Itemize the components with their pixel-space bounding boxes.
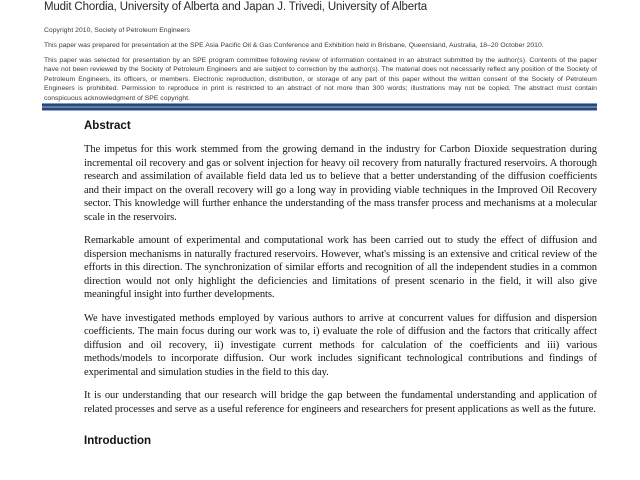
abstract-paragraph-4: It is our understanding that our research will bridge the gap between the fundamental understanding and application of related processes and serve as a useful reference for engineers and researchers for present applications as well as the future. [84,390,597,415]
header-divider-rule [42,103,597,111]
abstract-heading: Abstract [84,120,131,132]
introduction-heading: Introduction [84,435,152,447]
disclaimer-text: This paper was selected for presentation by an SPE program committee following review of information contained in an abstract submitted by the author(s). Contents of the paper have not been reviewed by the Society of Petroleum Engineers and are subject to correction by the author(s). The material does not necessarily reflect any position of the Society of Petroleum Engineers, its officers, or members. Electronic reproduction, distribution, or storage of any part of this paper without the written consent of the Society of Petroleum Engineers is prohibited. Permission to reproduce in print is restricted to an abstract of not more than 300 words; illustrations may not be copied. The abstract must contain conspicuous acknowledgment of SPE copyright. [44,57,597,102]
copyright-line: Copyright 2010, Society of Petroleum Engineers [44,27,191,34]
abstract-section [84,119,597,448]
abstract-paragraph-1: The impetus for this work stemmed from the growing demand in the industry for Carbon Dioxide sequestration during incremental oil recovery and gas or solvent injection for heavy oil recovery from naturally fractured reservoirs. A thorough research and assimilation of available field data led us to believe that a better understanding of the diffusion coefficients and their impact on the overall recovery will go a long way in providing viable techniques in the Improved Oil Recovery sector. This knowledge will further enhance the understanding of the mass transfer process and mechanisms at a molecular scale in the reservoirs. [84,144,597,223]
authors-line: Mudit Chordia, University of Alberta and Japan J. Trivedi, University of Alberta [44,1,428,13]
abstract-paragraph-3: We have investigated methods employed by various authors to arrive at concurrent values for diffusion and dispersion coefficients. The main focus during our work was to, i) evaluate the role of diffusion and the factors that critically affect diffusion and oil recovery, ii) investigate current methods for calculation of the coefficients and iii) various methods/models to incorporate diffusion. Our work includes significant technological contributions and findings of experimental and simulation studies in the field to this day. [84,312,597,378]
conference-line: This paper was prepared for presentation at the SPE Asia Pacific Oil & Gas Conference and Exhibition held in Brisbane, Queensland, Australia, 18–20 October 2010. [44,42,544,49]
abstract-paragraph-2: Remarkable amount of experimental and computational work has been carried out to study the effect of diffusion and dispersion mechanisms in naturally fractured reservoirs. However, what's missing is an extensive and critical review of the efforts in this direction. The synchronization of similar efforts and recognition of all the independent studies in a common direction would not only highlight the deficiencies and limitations of present scenario in the field, it will also give meaningful insight into further developments. [84,235,597,300]
